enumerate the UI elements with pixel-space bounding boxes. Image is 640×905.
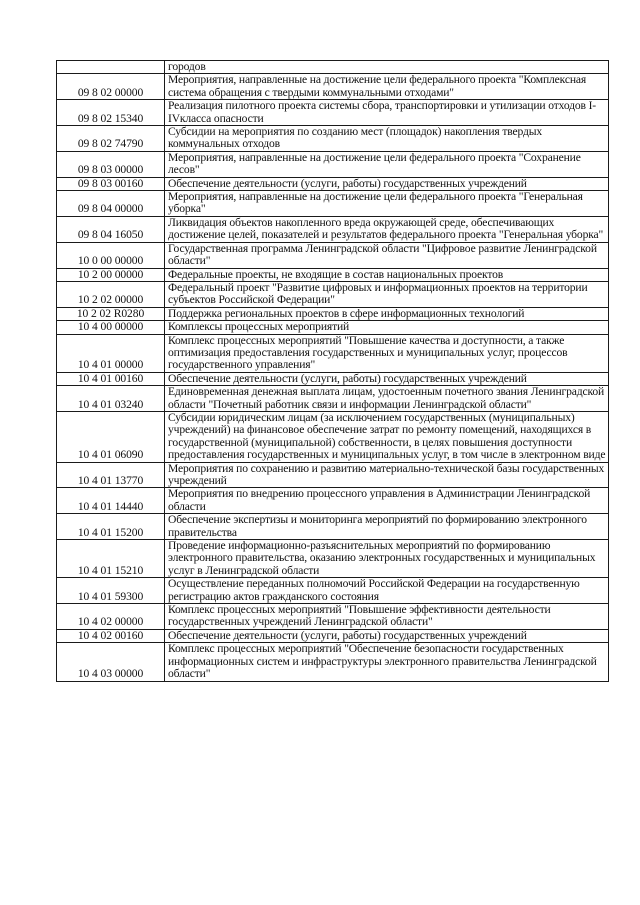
table-row (57, 151, 609, 177)
row-name: Обеспечение экспертизы и мониторинга мероприятий по формированию электронного правительства (165, 514, 609, 540)
row-code: 10 4 01 03240 (57, 386, 165, 412)
row-name: Федеральный проект "Развитие цифровых и информационных проектов на территории субъектов Российской Федерации" (165, 281, 609, 307)
row-code: 09 8 03 00160 (57, 177, 165, 190)
row-name: Субсидии юридическим лицам (за исключением государственных (муниципальных) учреждений) на финансовое обеспечение затрат по ремонту помещений, находящихся в государственной (муниципальной) собственности, в целях повышения доступности предоставления государственных и муниципальных услуг, в том числе в электронном виде (165, 411, 609, 462)
table-row (57, 604, 609, 630)
row-code: 10 2 02 00000 (57, 281, 165, 307)
table-body (57, 61, 609, 682)
table-row (57, 629, 609, 642)
table-row (57, 488, 609, 514)
row-code: 10 4 01 14440 (57, 488, 165, 514)
row-code: 10 4 01 15200 (57, 514, 165, 540)
row-code: 09 8 04 00000 (57, 191, 165, 217)
table-row (57, 74, 609, 100)
table-row (57, 334, 609, 372)
table-row (57, 540, 609, 578)
row-code: 10 4 03 00000 (57, 643, 165, 681)
table-row (57, 372, 609, 385)
row-name: Обеспечение деятельности (услуги, работы) государственных учреждений (165, 372, 609, 385)
row-name: Комплекс процессных мероприятий "Повышение эффективности деятельности государственных учреждений Ленинградской области" (165, 604, 609, 630)
row-name: Обеспечение деятельности (услуги, работы) государственных учреждений (165, 629, 609, 642)
row-name: Федеральные проекты, не входящие в состав национальных проектов (165, 268, 609, 281)
row-code: 10 2 00 00000 (57, 268, 165, 281)
row-code: 10 4 01 00000 (57, 334, 165, 372)
row-code: 09 8 02 15340 (57, 100, 165, 126)
row-name: Мероприятия по сохранению и развитию материально-технической базы государственных учреждений (165, 462, 609, 488)
row-name: Проведение информационно-разъяснительных мероприятий по формированию электронного правительства, оказанию электронных государственных и муниципальных услуг в Ленинградской области (165, 540, 609, 578)
row-name: Осуществление переданных полномочий Российской Федерации на государственную регистрацию актов гражданского состояния (165, 578, 609, 604)
table-row (57, 411, 609, 462)
row-name: Комплексы процессных мероприятий (165, 321, 609, 334)
table-row (57, 386, 609, 412)
row-code: 10 4 01 59300 (57, 578, 165, 604)
row-code: 10 4 01 00160 (57, 372, 165, 385)
row-code: 09 8 02 00000 (57, 74, 165, 100)
row-code: 10 4 01 15210 (57, 540, 165, 578)
row-name: Мероприятия, направленные на достижение цели федерального проекта "Генеральная уборка" (165, 191, 609, 217)
row-code: 10 2 02 R0280 (57, 307, 165, 320)
row-name: Поддержка региональных проектов в сфере информационных технологий (165, 307, 609, 320)
row-code: 10 0 00 00000 (57, 242, 165, 268)
table-row (57, 462, 609, 488)
table-row (57, 514, 609, 540)
table-row (57, 177, 609, 190)
table-row (57, 191, 609, 217)
row-name: Комплекс процессных мероприятий "Обеспечение безопасности государственных информационных систем и инфраструктуры электронного правительства Ленинградской области" (165, 643, 609, 681)
row-name: Мероприятия, направленные на достижение цели федерального проекта "Сохранение лесов" (165, 151, 609, 177)
row-code: 10 4 01 06090 (57, 411, 165, 462)
row-name: Субсидии на мероприятия по созданию мест (площадок) накопления твердых коммунальных отходов (165, 126, 609, 152)
table-row (57, 61, 609, 74)
row-name: Ликвидация объектов накопленного вреда окружающей среде, обеспечивающих достижение целей, показателей и результатов федерального проекта "Генеральная уборка" (165, 216, 609, 242)
table-row (57, 578, 609, 604)
table-row (57, 126, 609, 152)
row-code: 10 4 02 00160 (57, 629, 165, 642)
table-row (57, 321, 609, 334)
budget-classification-table (56, 60, 609, 682)
row-name: Реализация пилотного проекта системы сбора, транспортировки и утилизации отходов I-IVкласса опасности (165, 100, 609, 126)
row-name: Мероприятия, направленные на достижение цели федерального проекта "Комплексная система обращения с твердыми коммунальными отходами" (165, 74, 609, 100)
table-row (57, 100, 609, 126)
table-row (57, 242, 609, 268)
table-row (57, 307, 609, 320)
row-code: 09 8 02 74790 (57, 126, 165, 152)
row-name: Комплекс процессных мероприятий "Повышение качества и доступности, а также оптимизация предоставления государственных и муниципальных услуг, процессов государственного управления" (165, 334, 609, 372)
row-code: 09 8 04 16050 (57, 216, 165, 242)
table-row (57, 281, 609, 307)
table-row (57, 216, 609, 242)
row-name: Мероприятия по внедрению процессного управления в Администрации Ленинградской области (165, 488, 609, 514)
row-name: Государственная программа Ленинградской области "Цифровое развитие Ленинградской области" (165, 242, 609, 268)
row-code: 09 8 03 00000 (57, 151, 165, 177)
table-row (57, 268, 609, 281)
table-row (57, 643, 609, 681)
row-code: 10 4 02 00000 (57, 604, 165, 630)
row-code: 10 4 01 13770 (57, 462, 165, 488)
row-code: 10 4 00 00000 (57, 321, 165, 334)
row-name: Единовременная денежная выплата лицам, удостоенным почетного звания Ленинградской области "Почетный работник связи и информации Ленинградской области" (165, 386, 609, 412)
row-code (57, 61, 165, 74)
row-name: городов (165, 61, 609, 74)
row-name: Обеспечение деятельности (услуги, работы) государственных учреждений (165, 177, 609, 190)
